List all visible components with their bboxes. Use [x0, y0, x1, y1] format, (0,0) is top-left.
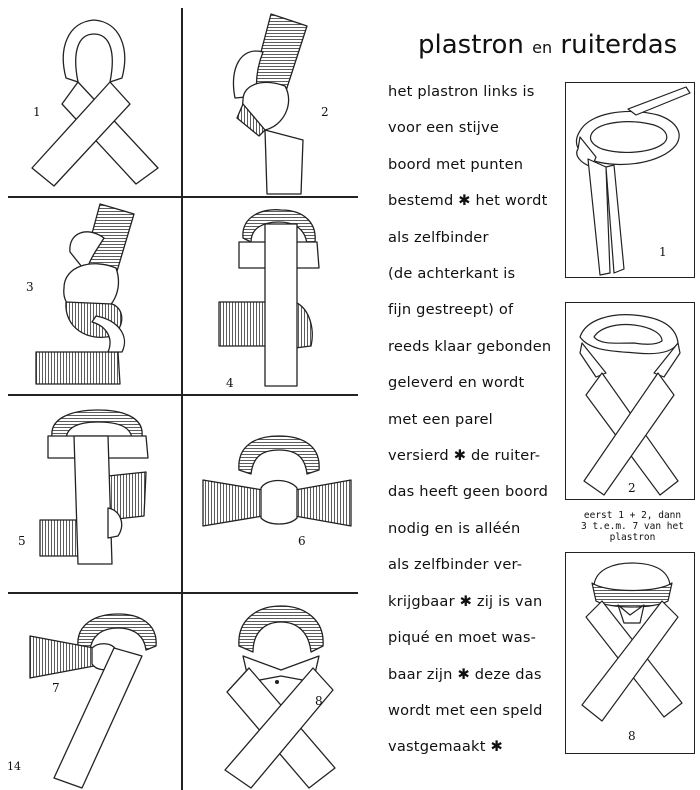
body-text: [388, 74, 568, 766]
step-3-illustration: [8, 198, 180, 392]
step-number-7: 7: [52, 681, 60, 695]
title-word-en: en: [532, 38, 553, 57]
caption-line: 3 t.e.m. 7 van het: [581, 521, 684, 532]
step-6-illustration: [183, 396, 358, 590]
right-figure-3: [565, 552, 695, 754]
caption-line: plastron: [609, 532, 656, 543]
step-1-illustration: [8, 8, 180, 196]
text-line: voor een stijve: [388, 119, 500, 137]
text-line: het plastron links is: [388, 83, 535, 100]
caption-line: eerst 1 + 2, dann: [583, 510, 682, 521]
step-number-8: 8: [315, 694, 323, 708]
text-line: boord met punten: [388, 155, 524, 173]
text-line: krijgbaar ✱ zij is van: [388, 592, 543, 610]
step-number-4: 4: [226, 376, 234, 390]
page-number: 14: [7, 760, 21, 773]
right-figure-2-number: 2: [628, 481, 636, 495]
text-line: versierd ✱ de ruiter-: [388, 447, 541, 465]
text-line: geleverd en wordt: [388, 374, 525, 392]
text-line: reeds klaar gebonden: [388, 337, 552, 355]
text-line: wordt met een speld: [388, 701, 543, 719]
right-figure-1-number: 1: [659, 245, 667, 259]
title-word-plastron: plastron: [418, 30, 524, 60]
step-4-illustration: [183, 198, 358, 392]
step-2-illustration: [183, 8, 358, 196]
page-title: [418, 30, 677, 60]
step-8-illustration: [183, 596, 358, 790]
text-line: vastgemaakt ✱: [388, 738, 503, 756]
step-7-illustration: [8, 596, 180, 790]
text-line: bestemd ✱ het wordt: [388, 192, 548, 210]
text-line: das heeft geen boord: [388, 483, 549, 501]
text-line: baar zijn ✱ deze das: [388, 665, 542, 683]
text-line: als zelfbinder ver-: [388, 556, 523, 574]
step-number-1: 1: [33, 105, 41, 119]
right-figure-2: [565, 302, 695, 500]
text-line: als zelfbinder: [388, 228, 489, 246]
figure-caption: [565, 510, 700, 543]
text-line: nodig en is alléén: [388, 519, 521, 537]
step-5-illustration: [8, 396, 180, 590]
step-number-5: 5: [18, 534, 26, 548]
right-figure-1: [565, 82, 695, 278]
text-line: fijn gestreept) of: [388, 301, 514, 319]
step-number-2: 2: [321, 105, 329, 119]
right-figure-3-number: 8: [628, 729, 636, 743]
text-line: piqué en moet was-: [388, 629, 537, 647]
step-number-3: 3: [26, 280, 34, 294]
title-word-ruiterdas: ruiterdas: [560, 30, 678, 60]
grid-row-divider-3: [8, 592, 358, 594]
text-line: met een parel: [388, 410, 493, 428]
text-line: (de achterkant is: [388, 265, 516, 283]
step-number-6: 6: [298, 534, 306, 548]
